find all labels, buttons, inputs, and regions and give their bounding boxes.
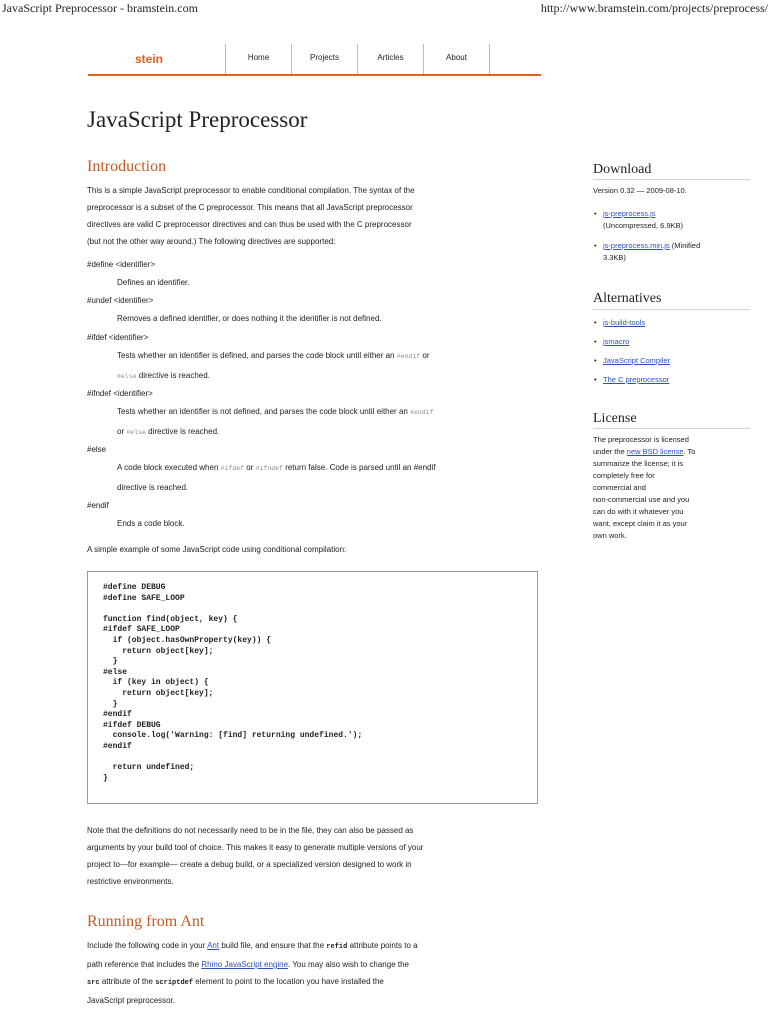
license-line: . To [683,447,696,456]
license-line: can do with it whatever you [593,507,684,516]
directive-term-else: #else [87,445,107,454]
divider [593,179,750,180]
nav-articles[interactable]: Articles [357,44,423,74]
nav-projects[interactable]: Projects [291,44,357,74]
ant-text: path reference that includes the [87,960,200,969]
nav-home[interactable]: Home [225,44,291,74]
download-link-uncompressed[interactable]: js-preprocess.js [603,209,656,218]
def-text: Tests whether an identifier is not defined, and parses the code block until either an [117,407,408,416]
directive-def-ifdef [117,347,545,386]
directive-def-undef: Removes a defined identifier, or does nothing it the identifier is not defined. [117,314,382,323]
alt-link-c-preprocessor[interactable]: The C preprocessor [603,375,670,384]
directive-def-else [117,459,545,497]
divider [593,309,750,310]
note-line: Note that the definitions do not necessarily need to be in the file, they can also be passed as [87,826,414,835]
inline-code: #ifdef [220,465,245,472]
intro-line: (but not the other way around.) The following directives are supported: [87,237,336,246]
directive-def-ifndef [117,403,545,442]
def-text: Tests whether an identifier is defined, and parses the code block until either an [117,351,395,360]
directive-term-undef: #undef <identifier> [87,296,154,305]
inline-code: #ifndef [255,465,283,472]
page-title: JavaScript Preprocessor [87,107,308,132]
code-sample-box [87,571,538,804]
site-header [88,44,541,76]
ant-text: Include the following code in your [87,941,206,950]
directive-def-endif: Ends a code block. [117,519,185,528]
alternative-item [593,374,753,386]
def-text: directive is reached. [148,426,220,436]
alt-link-jsmacro[interactable]: jsmacro [603,337,630,346]
note-line: project to—for example— create a debug build, or a specialized version designed to work in [87,860,412,869]
directive-term-ifdef: #ifdef <identifier> [87,333,149,342]
alternative-item [593,336,753,348]
inline-code: #endif [410,409,434,416]
def-text: A code block executed when [117,463,219,472]
directive-term-endif: #endif [87,501,109,510]
version-text: Version 0.32 — 2009-08-10. [593,186,687,195]
note-line: restrictive environments. [87,877,174,886]
site-logo[interactable]: stein [135,52,164,66]
inline-code: #endif [396,353,421,360]
inline-code-script: script [155,979,181,987]
print-page-url: http://www.bramstein.com/projects/preprocess/ [540,1,768,15]
ant-text: attribute points to a [349,941,418,950]
alternatives-heading: Alternatives [593,291,662,306]
inline-code-def: def [180,979,194,987]
note-paragraph [87,822,542,890]
download-list [593,208,753,264]
intro-line: preprocessor is a subset of the C preprocessor. This means that all JavaScript preprocessor [87,203,413,212]
ant-paragraph [87,937,542,1009]
ant-text: build file, and ensure that the [221,941,325,950]
license-text [593,434,695,542]
alt-link-javascript-compiler[interactable]: JavaScript Compiler [603,356,671,365]
intro-paragraph [87,182,542,250]
def-text: directive is reached. [117,482,189,492]
note-line: arguments by your build tool of choice. This makes it easy to generate multiple versions of your [87,843,424,852]
license-line: commercial and [593,483,646,492]
ant-text: element to point to the location you have installed the [195,977,384,986]
intro-line: directives are valid C preprocessor directives and can thus be used with the C preprocessor [87,220,412,229]
inline-code-refid: refid [326,943,348,951]
def-text: or [246,463,254,472]
license-line: under the [593,447,625,456]
print-page-title: JavaScript Preprocessor - bramstein.com [2,1,198,15]
download-heading: Download [593,162,652,177]
divider [593,428,750,429]
license-line: non-commercial use and you [593,495,690,504]
download-link-minified[interactable]: js-preprocess.min.js [603,241,670,250]
alternatives-list [593,317,753,386]
directive-term-ifndef: #ifndef <identifier> [87,389,153,398]
license-line: summarize the license; it is [593,459,684,468]
alternative-item [593,355,753,367]
running-from-ant-heading: Running from Ant [87,913,205,930]
ant-text: . You may also wish to change the [288,960,409,969]
license-line: want, except claim it as your [593,519,688,528]
alternative-item [593,317,753,329]
ant-text: JavaScript preprocessor. [87,996,176,1005]
download-item [593,208,753,232]
inline-code: #else [117,372,137,380]
directive-def-define: Defines an identifier. [117,278,190,287]
introduction-heading: Introduction [87,158,167,175]
license-line: The preprocessor is licensed [593,435,689,444]
directive-term-define: #define <identifier> [87,260,156,269]
license-line: own work. [593,531,627,540]
license-line: completely free for [593,471,655,480]
bsd-license-link[interactable]: new BSD license [626,447,684,456]
main-nav [225,44,490,74]
ant-text: attribute of the [101,977,153,986]
def-text: return false. Code is parsed until an #endif [285,463,436,472]
download-note: (Uncompressed, 6.9KB) [603,221,684,230]
def-text: or [422,351,430,360]
rhino-link[interactable]: Rhino JavaScript engine [201,960,289,969]
download-item [593,240,753,264]
license-heading: License [593,411,637,426]
intro-line: This is a simple JavaScript preprocessor to enable conditional compilation. The syntax of the [87,186,415,195]
inline-code: #else [126,428,146,436]
print-header [0,0,768,18]
alt-link-js-build-tools[interactable]: js-build-tools [603,318,646,327]
code-sample: #define DEBUG #define SAFE_LOOP function find(object, key) { #ifdef SAFE_LOOP if (object.hasOwnProperty(key)) { return object[key]; } #else if (key in object) { return object[key]; } #endif #ifdef DEBUG console.log('Warning: [find] returning undefined.'); #endif return undefined; } [103,583,363,783]
nav-about[interactable]: About [423,44,490,74]
def-text: or [117,426,125,436]
example-intro: A simple example of some JavaScript code using conditional compilation: [87,545,347,554]
download-note: 3.3KB) [603,253,626,262]
download-note: (Minified [671,241,701,250]
ant-link[interactable]: Ant [207,941,220,950]
def-text: directive is reached. [138,370,210,380]
inline-code-src: src [87,979,100,987]
